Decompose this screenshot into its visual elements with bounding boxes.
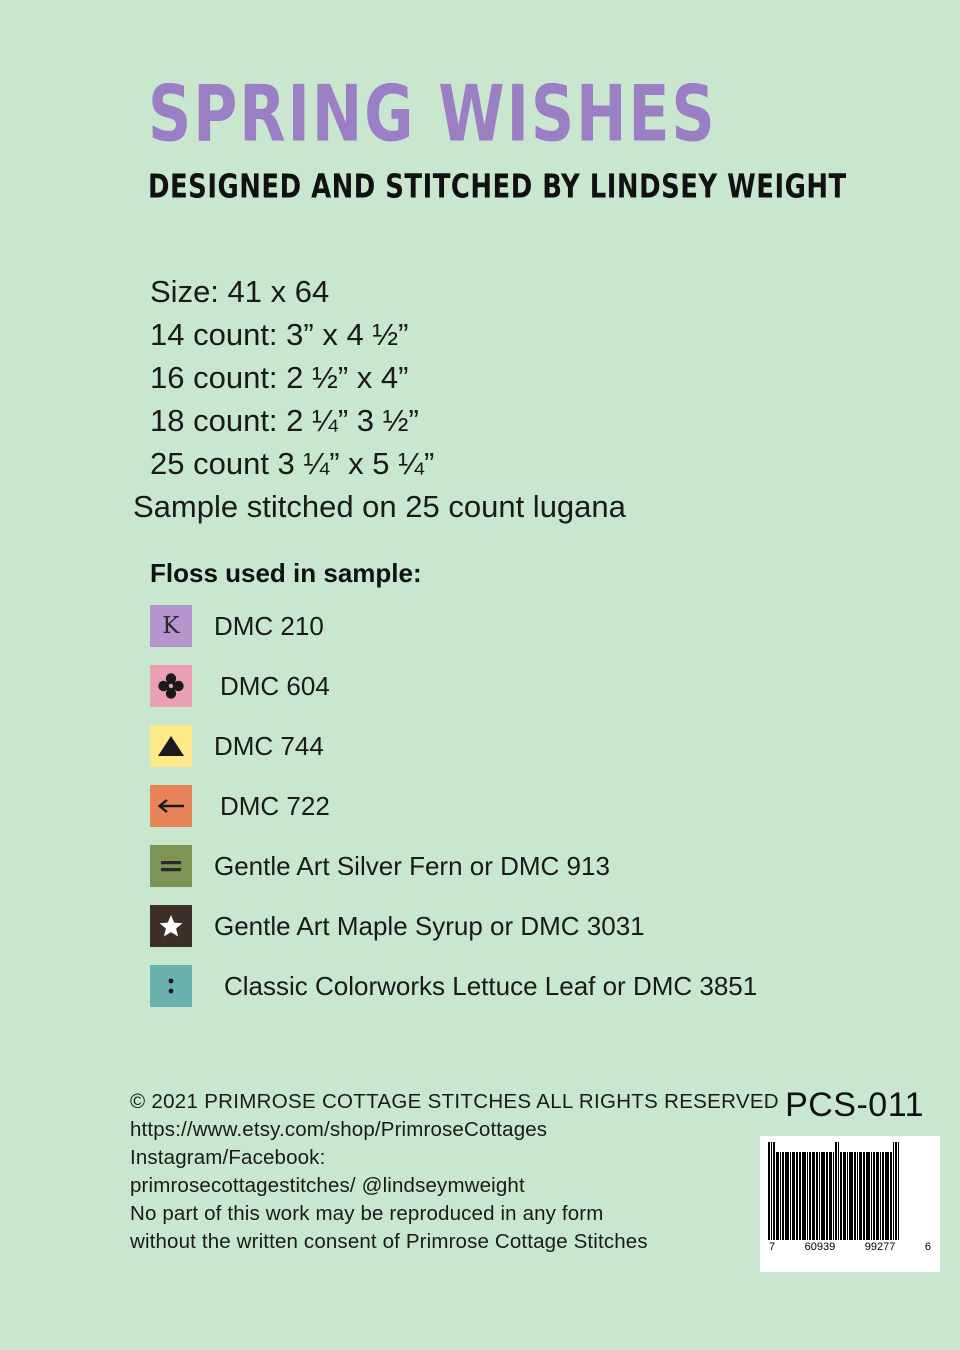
spec-line: 16 count: 2 ½” x 4” [150, 360, 409, 395]
spec-line: 25 count 3 ¼” x 5 ¼” [150, 446, 435, 481]
floss-legend [150, 596, 910, 1016]
barcode-digits [768, 1240, 932, 1253]
colon-symbol [150, 965, 192, 1007]
footer-line: without the written consent of Primrose Cottage Stitches [130, 1230, 648, 1253]
floss-heading: Floss used in sample: [150, 558, 422, 588]
spec-line: 14 count: 3” x 4 ½” [150, 317, 409, 352]
footer-line: Instagram/Facebook: [130, 1146, 326, 1169]
barcode-left-digit: 7 [769, 1241, 776, 1253]
footer-line: © 2021 PRIMROSE COTTAGE STITCHES ALL RIGHTS RESERVED [130, 1090, 779, 1113]
spec-line: 18 count: 2 ¼” 3 ½” [150, 403, 419, 438]
barcode-group-1: 60939 [804, 1241, 836, 1253]
barcode-group-2: 99277 [864, 1241, 896, 1253]
equals-symbol [150, 845, 192, 887]
floss-label: Gentle Art Maple Syrup or DMC 3031 [214, 910, 645, 941]
floss-label: Gentle Art Silver Fern or DMC 913 [214, 850, 610, 881]
triangle-symbol [150, 725, 192, 767]
spec-line: Sample stitched on 25 count lugana [133, 489, 626, 524]
list-item [150, 776, 910, 836]
copyright-footer [130, 1088, 790, 1256]
barcode [760, 1136, 940, 1272]
barcode-bars [768, 1142, 932, 1240]
list-item [150, 716, 910, 776]
list-item [150, 956, 910, 1016]
footer-line[interactable]: https://www.etsy.com/shop/PrimroseCottages [130, 1118, 548, 1141]
list-item [150, 836, 910, 896]
floss-label: Classic Colorworks Lettuce Leaf or DMC 3851 [224, 970, 758, 1001]
barcode-right-digit: 6 [924, 1241, 931, 1253]
arrow-left-symbol [150, 785, 192, 827]
product-code: PCS-011 [785, 1086, 924, 1124]
star-symbol [150, 905, 192, 947]
list-item [150, 656, 910, 716]
floss-label: DMC 722 [220, 790, 330, 821]
page-title: SPRING WISHES [148, 68, 717, 160]
floss-label: DMC 210 [214, 610, 324, 641]
footer-line: primrosecottagestitches/ @lindseymweight [130, 1174, 525, 1197]
floss-label: DMC 604 [220, 670, 330, 701]
size-spec-list [133, 270, 850, 528]
spec-line: Size: 41 x 64 [150, 274, 330, 309]
list-item [150, 596, 910, 656]
footer-line: No part of this work may be reproduced in any form [130, 1202, 604, 1225]
designer-credit: DESIGNED AND STITCHED BY LINDSEY WEIGHT [148, 168, 847, 206]
flower-symbol [150, 665, 192, 707]
list-item [150, 896, 910, 956]
floss-label: DMC 744 [214, 730, 324, 761]
letter-k-symbol: K [150, 605, 192, 647]
